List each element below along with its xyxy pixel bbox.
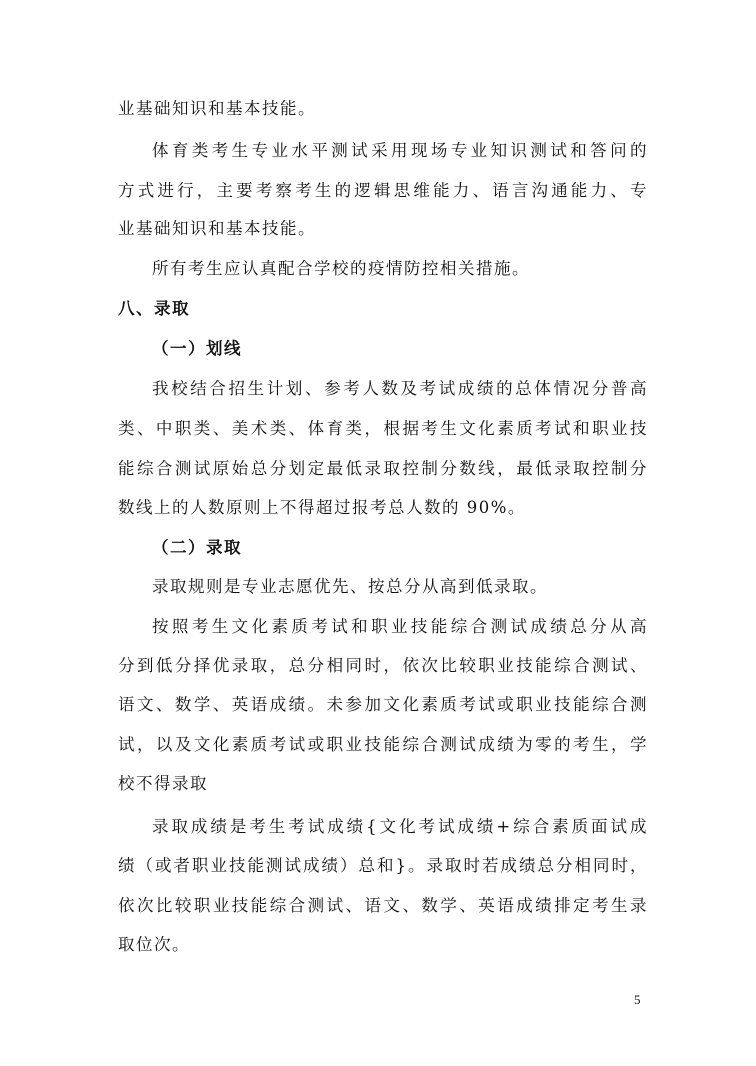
paragraph-line: 按照考生文化素质考试和职业技能综合测试成绩总分从高 — [152, 617, 648, 636]
subsection-heading: （二）录取 — [152, 538, 242, 557]
page-number: 5 — [634, 992, 641, 1007]
paragraph-line: 业基础知识和基本技能。 — [118, 99, 316, 118]
paragraph-line: 录取成绩是考生考试成绩{文化考试成绩+综合素质面试成 — [152, 817, 648, 836]
paragraph-line: 取位次。 — [118, 935, 190, 954]
paragraph-line: 体育类考生专业水平测试采用现场专业知识测试和答问的 — [152, 141, 648, 160]
paragraph-line: 语文、数学、英语成绩。未参加文化素质考试或职业技能综合测 — [118, 695, 648, 714]
paragraph-line: 依次比较职业技能综合测试、语文、数学、英语成绩排定考生录 — [118, 896, 648, 915]
paragraph-line: 绩（或者职业技能测试成绩）总和}。录取时若成绩总分相同时， — [118, 856, 648, 875]
subsection-heading: （一）划线 — [152, 339, 242, 358]
paragraph-line: 我校结合招生计划、参考人数及考试成绩的总体情况分普高 — [152, 379, 648, 398]
paragraph-line: 试，以及文化素质考试或职业技能综合测试成绩为零的考生，学 — [118, 735, 648, 754]
paragraph-line: 录取规则是专业志愿优先、按总分从高到低录取。 — [152, 577, 548, 596]
section-heading: 八、录取 — [118, 299, 190, 318]
paragraph-line: 类、中职类、美术类、体育类，根据考生文化素质考试和职业技 — [118, 419, 648, 438]
paragraph-line: 业基础知识和基本技能。 — [118, 219, 316, 238]
paragraph-line: 能综合测试原始总分划定最低录取控制分数线，最低录取控制分 — [118, 459, 648, 478]
paragraph-line: 所有考生应认真配合学校的疫情防控相关措施。 — [152, 259, 530, 278]
paragraph-line: 校不得录取 — [118, 774, 208, 793]
paragraph-line: 数线上的人数原则上不得超过报考总人数的 90%。 — [118, 498, 526, 517]
paragraph-line: 方式进行，主要考察考生的逻辑思维能力、语言沟通能力、专 — [118, 181, 648, 200]
paragraph-line: 分到低分择优录取，总分相同时，依次比较职业技能综合测试、 — [118, 656, 648, 675]
